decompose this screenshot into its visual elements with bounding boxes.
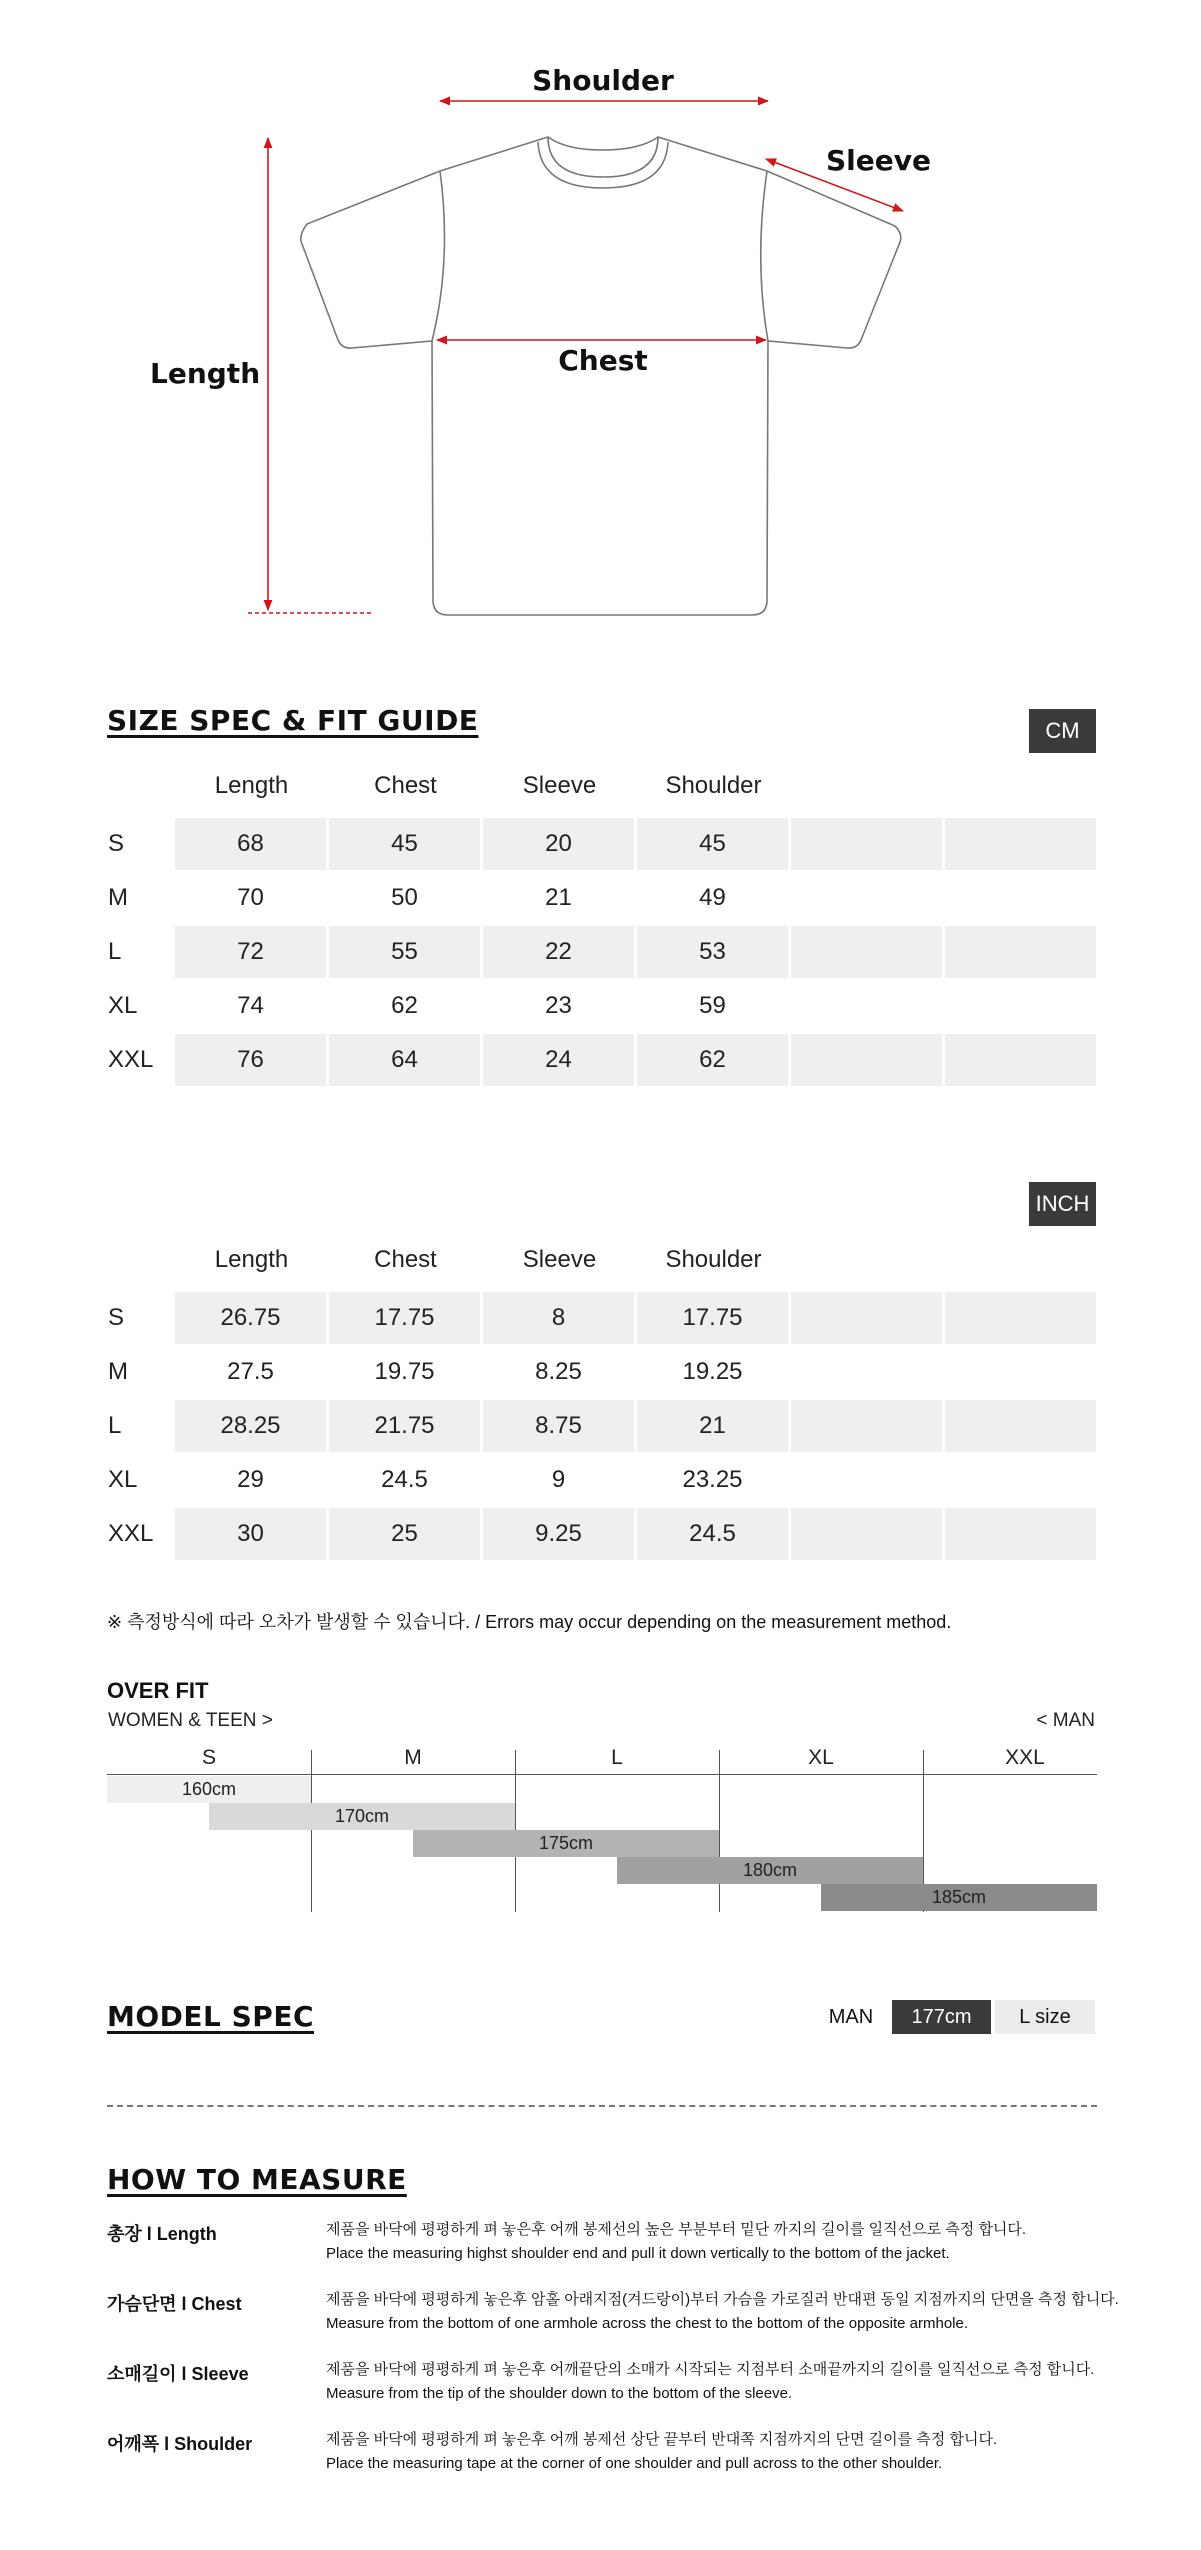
chest-label: Chest	[558, 344, 648, 377]
empty-cell	[945, 1454, 1096, 1506]
column-header: Chest	[374, 1246, 437, 1273]
height-bar: 160cm	[107, 1776, 311, 1803]
measure-desc-en: Measure from the bottom of one armhole across the chest to the bottom of the opposite armhole.	[326, 2315, 969, 2332]
size-label: XXL	[108, 1520, 154, 1547]
table-cell: 21.75	[329, 1400, 480, 1452]
size-spec-title: SIZE SPEC & FIT GUIDE	[107, 704, 479, 737]
column-header: Shoulder	[665, 1246, 762, 1273]
empty-cell	[945, 1508, 1096, 1560]
table-cell: 53	[637, 926, 788, 978]
length-label: Length	[150, 357, 261, 390]
table-cell: 8.25	[535, 1358, 582, 1385]
empty-cell	[791, 1400, 942, 1452]
fit-divider	[311, 1750, 312, 1912]
empty-cell	[945, 1034, 1096, 1086]
table-cell: 24.5	[637, 1508, 788, 1560]
table-row	[100, 1346, 1100, 1398]
women-teen-label: WOMEN & TEEN >	[108, 1710, 273, 1731]
table-cell: 29	[237, 1466, 264, 1493]
column-header: Shoulder	[665, 772, 762, 799]
measure-desc-ko: 제품을 바닥에 평평하게 펴 놓은후 어깨 봉제선의 높은 부분부터 밑단 까지의 길이를 일직선으로 측정 합니다.	[326, 2221, 1027, 2238]
table-cell: 8.75	[483, 1400, 634, 1452]
table-row	[100, 1034, 1100, 1086]
table-row	[100, 1508, 1100, 1560]
table-cell: 23.25	[682, 1466, 743, 1493]
table-cell: 9	[551, 1466, 566, 1493]
size-label: S	[108, 1304, 125, 1331]
table-cell: 22	[483, 926, 634, 978]
fit-size-label: L	[611, 1746, 623, 1769]
height-bar: 170cm	[209, 1803, 515, 1830]
size-label: L	[108, 1412, 122, 1439]
empty-cell	[791, 818, 942, 870]
column-header: Sleeve	[522, 1246, 597, 1273]
table-row	[100, 926, 1100, 978]
table-cell: 23	[545, 992, 572, 1019]
empty-cell	[791, 1508, 942, 1560]
table-cell: 76	[175, 1034, 326, 1086]
measure-desc-ko: 제품을 바닥에 평평하게 펴 놓은후 어깨 봉제선 상단 끝부터 반대쪽 지점까지의 단면 길이를 측정 합니다.	[326, 2431, 998, 2448]
measure-desc-en: Measure from the tip of the shoulder down to the bottom of the sleeve.	[326, 2385, 793, 2402]
size-label: S	[108, 830, 125, 857]
inch-unit-badge: INCH	[1029, 1182, 1096, 1226]
fit-size-label: M	[404, 1746, 422, 1769]
table-cell: 30	[175, 1508, 326, 1560]
empty-cell	[945, 926, 1096, 978]
table-cell: 62	[637, 1034, 788, 1086]
table-cell: 9.25	[483, 1508, 634, 1560]
table-cell: 24	[483, 1034, 634, 1086]
table-row	[100, 980, 1100, 1032]
fit-size-label: XL	[808, 1746, 834, 1769]
table-cell: 24.5	[381, 1466, 428, 1493]
inch-size-table	[100, 1246, 1100, 1576]
empty-cell	[791, 980, 942, 1032]
size-label: L	[108, 938, 122, 965]
table-row	[100, 872, 1100, 924]
man-label: < MAN	[1036, 1710, 1095, 1731]
table-cell: 21	[545, 884, 572, 911]
measure-label: 총장 l Length	[107, 2224, 217, 2244]
empty-cell	[791, 926, 942, 978]
section-divider	[107, 2105, 1097, 2107]
model-gender: MAN	[828, 2006, 874, 2028]
empty-cell	[945, 1400, 1096, 1452]
empty-cell	[791, 1346, 942, 1398]
table-cell: 70	[237, 884, 264, 911]
table-cell: 26.75	[175, 1292, 326, 1344]
measure-desc-en: Place the measuring tape at the corner of one shoulder and pull across to the other shoulder.	[326, 2455, 943, 2472]
model-height-badge: 177cm	[892, 2000, 991, 2034]
table-cell: 19.75	[374, 1358, 435, 1385]
fit-type-title: OVER FIT	[107, 1678, 209, 1703]
empty-cell	[945, 872, 1096, 924]
table-cell: 55	[329, 926, 480, 978]
table-cell: 8	[483, 1292, 634, 1344]
table-cell: 25	[329, 1508, 480, 1560]
column-header: Sleeve	[522, 772, 597, 799]
tshirt-measurement-diagram	[0, 0, 1201, 640]
table-cell: 19.25	[682, 1358, 743, 1385]
table-cell: 17.75	[637, 1292, 788, 1344]
table-row	[100, 1292, 1100, 1344]
measure-desc-ko: 제품을 바닥에 평평하게 놓은후 암홀 아래지점(겨드랑이)부터 가슴을 가로질러 반대편 동일 지점까지의 단면을 측정 합니다.	[326, 2291, 1119, 2308]
shoulder-label: Shoulder	[532, 64, 674, 97]
empty-cell	[945, 1346, 1096, 1398]
table-cell: 20	[483, 818, 634, 870]
table-row	[100, 818, 1100, 870]
table-cell: 68	[175, 818, 326, 870]
table-cell: 21	[637, 1400, 788, 1452]
size-label: XL	[108, 1466, 138, 1493]
measure-desc-en: Place the measuring highst shoulder end and pull it down vertically to the bottom of the jacket.	[326, 2245, 950, 2262]
sleeve-label: Sleeve	[826, 144, 931, 177]
height-bar: 185cm	[821, 1884, 1097, 1911]
measure-desc-ko: 제품을 바닥에 평평하게 펴 놓은후 어깨끝단의 소매가 시작되는 지점부터 소매끝까지의 길이를 일직선으로 측정 합니다.	[326, 2361, 1095, 2378]
fit-size-label: XXL	[1005, 1746, 1045, 1769]
empty-cell	[791, 1454, 942, 1506]
table-cell: 45	[329, 818, 480, 870]
table-row	[100, 1400, 1100, 1452]
model-spec-title: MODEL SPEC	[107, 2000, 314, 2033]
table-row	[100, 1454, 1100, 1506]
empty-cell	[791, 1292, 942, 1344]
how-to-measure-title: HOW TO MEASURE	[107, 2163, 407, 2196]
measure-label: 가슴단면 l Chest	[107, 2294, 242, 2314]
empty-cell	[791, 1034, 942, 1086]
cm-unit-badge: CM	[1029, 709, 1096, 753]
size-label: M	[108, 1358, 128, 1385]
table-cell: 72	[175, 926, 326, 978]
height-bar: 175cm	[413, 1830, 719, 1857]
table-cell: 74	[237, 992, 264, 1019]
column-header: Chest	[374, 772, 437, 799]
cm-size-table	[100, 772, 1100, 1102]
table-cell: 59	[699, 992, 726, 1019]
table-cell: 27.5	[227, 1358, 274, 1385]
table-cell: 64	[329, 1034, 480, 1086]
height-bar: 180cm	[617, 1857, 923, 1884]
column-header: Length	[214, 772, 289, 799]
empty-cell	[791, 872, 942, 924]
table-cell: 50	[391, 884, 418, 911]
table-cell: 17.75	[329, 1292, 480, 1344]
model-size-badge: L size	[995, 2000, 1095, 2034]
size-label: XXL	[108, 1046, 154, 1073]
fit-divider	[719, 1750, 720, 1912]
measure-label: 소매길이 l Sleeve	[107, 2364, 249, 2384]
table-cell: 28.25	[175, 1400, 326, 1452]
empty-cell	[945, 980, 1096, 1032]
empty-cell	[945, 818, 1096, 870]
empty-cell	[945, 1292, 1096, 1344]
fit-size-label: S	[201, 1746, 216, 1769]
column-header: Length	[214, 1246, 289, 1273]
measure-label: 어깨폭 l Shoulder	[107, 2434, 253, 2454]
size-label: M	[108, 884, 128, 911]
table-cell: 49	[699, 884, 726, 911]
size-label: XL	[108, 992, 138, 1019]
fit-axis-line	[107, 1774, 1097, 1775]
table-cell: 62	[391, 992, 418, 1019]
table-cell: 45	[637, 818, 788, 870]
measurement-note: ※ 측정방식에 따라 오차가 발생할 수 있습니다. / Errors may occur depending on the measurement method.	[107, 1612, 952, 1632]
